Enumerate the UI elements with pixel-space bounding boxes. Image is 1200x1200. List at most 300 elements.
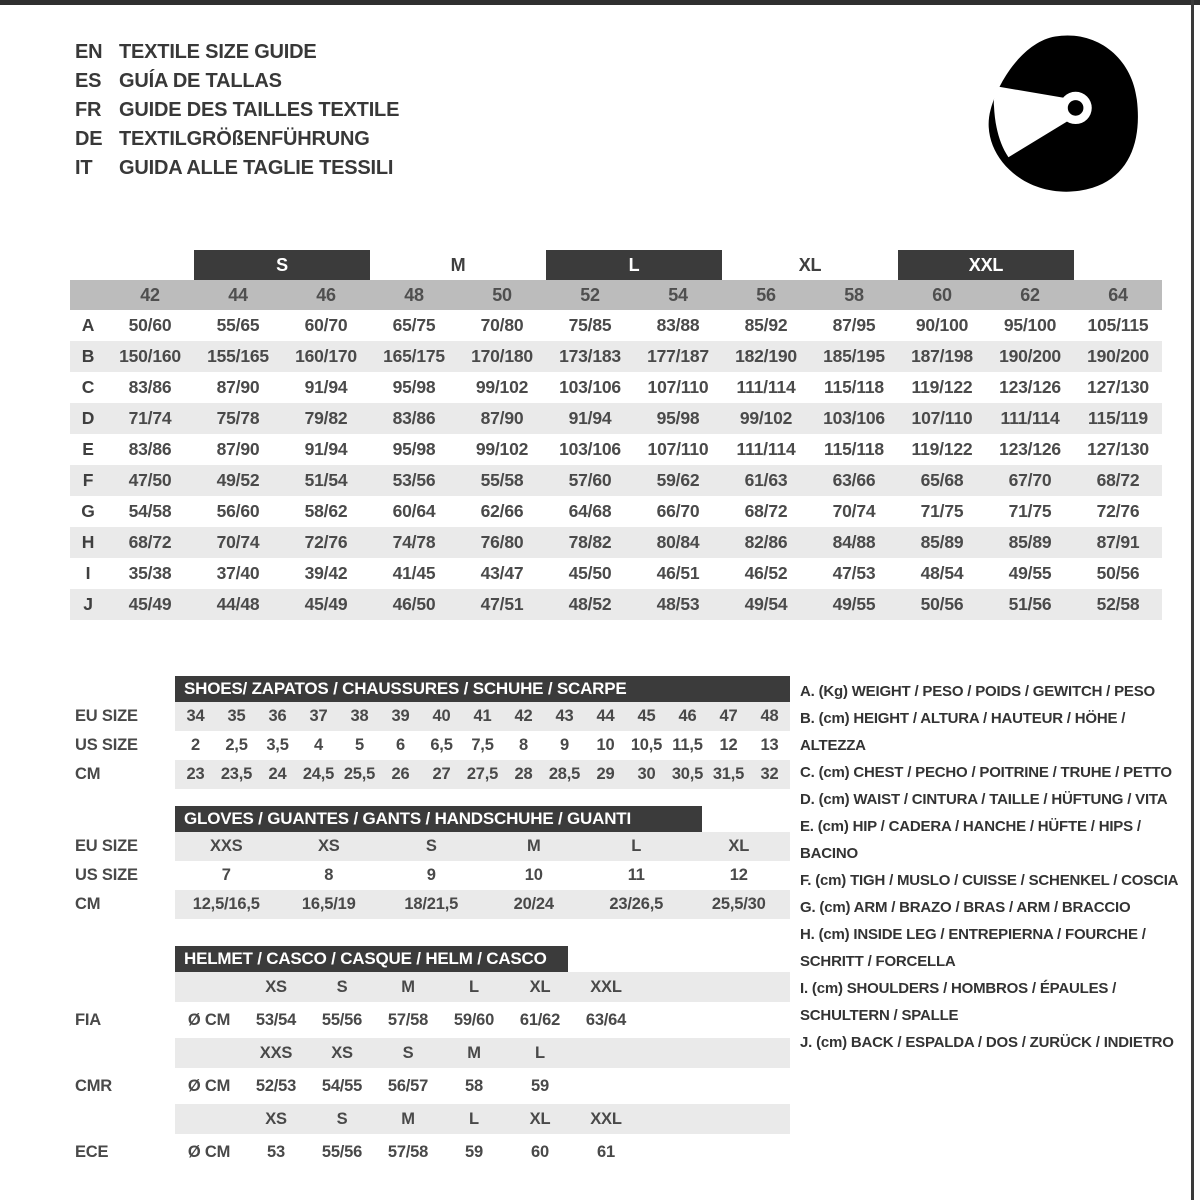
size-value: 48 <box>749 702 790 731</box>
size-value: 27 <box>421 760 462 789</box>
row-filler <box>639 972 790 1002</box>
measure-value: 103/106 <box>559 439 621 459</box>
corner-cell <box>70 280 106 310</box>
measure-value: 87/90 <box>216 377 260 397</box>
measure-value: 61/63 <box>722 465 810 496</box>
shoes-table-row-eu-size <box>70 702 790 731</box>
size-value: 29 <box>585 760 626 789</box>
size-value: 30,5 <box>667 760 708 789</box>
size-value: 12 <box>719 736 738 754</box>
helmet-size: XS <box>309 1038 375 1068</box>
size-band-m: M <box>370 250 546 280</box>
helmet-value: 61/62 <box>519 1010 561 1029</box>
row-letter: A <box>81 315 95 335</box>
measure-value: 45/49 <box>106 589 194 620</box>
size-value: 24 <box>257 760 298 789</box>
helmet-value-row-ece <box>70 1134 790 1170</box>
measure-value: 50/56 <box>898 589 986 620</box>
measure-value: 103/106 <box>810 403 898 434</box>
size-value: 34 <box>175 702 216 731</box>
measure-value: 41/45 <box>392 563 436 583</box>
measure-value: 123/126 <box>999 439 1061 459</box>
size-number: 54 <box>634 280 722 310</box>
size-value: 11,5 <box>672 736 703 754</box>
size-number: 60 <box>898 280 986 310</box>
language-row-it <box>75 154 399 183</box>
measure-value: 87/95 <box>832 315 876 335</box>
gloves-table-row-cm <box>70 890 790 919</box>
size-value: 18/21,5 <box>380 890 483 919</box>
legend-item-j: J. (cm) BACK / ESPALDA / DOS / ZURÜCK / INDIETRO <box>800 1034 1174 1051</box>
size-value: 41 <box>462 702 503 731</box>
size-value: 20/24 <box>483 890 586 919</box>
size-value: 10 <box>524 866 543 884</box>
language-code: DE <box>75 128 103 150</box>
helmet-size: XS <box>243 972 309 1002</box>
size-band-xl: XL <box>722 250 898 280</box>
measure-value: 57/60 <box>546 465 634 496</box>
helmet-value-row-fia <box>70 1002 790 1038</box>
measure-value: 119/122 <box>911 439 973 459</box>
size-value: 37 <box>298 702 339 731</box>
helmet-value: 59 <box>531 1076 549 1095</box>
size-band-empty <box>1074 250 1162 280</box>
shoes-table-row-cm <box>70 760 790 789</box>
size-value: XS <box>278 832 381 861</box>
helmet-value <box>573 1068 639 1104</box>
measure-value: 35/38 <box>128 563 172 583</box>
measure-value: 45/49 <box>282 589 370 620</box>
size-value: 9 <box>426 866 436 884</box>
measure-value: 47/50 <box>106 465 194 496</box>
size-number: 58 <box>810 280 898 310</box>
row-letter: F <box>70 465 106 496</box>
measure-value: 44/48 <box>194 589 282 620</box>
measure-value: 54/58 <box>128 501 172 521</box>
measure-value: 52/58 <box>1074 589 1162 620</box>
size-number-row <box>70 280 1162 310</box>
helmet-value: 60 <box>531 1142 549 1161</box>
size-value: 12 <box>729 866 748 884</box>
standard-label: FIA <box>70 1002 175 1038</box>
measure-value: 150/160 <box>106 341 194 372</box>
measure-value: 182/190 <box>722 341 810 372</box>
measure-value: 107/110 <box>647 439 709 459</box>
measure-value: 165/175 <box>370 341 458 372</box>
row-letter: D <box>70 403 106 434</box>
helmet-value: 52/53 <box>255 1076 297 1095</box>
measure-value: 47/53 <box>832 563 876 583</box>
measure-value: 190/200 <box>986 341 1074 372</box>
helmet-value-row-cmr <box>70 1068 790 1104</box>
row-label: US SIZE <box>70 861 175 890</box>
measure-value: 65/68 <box>898 465 986 496</box>
size-number: 48 <box>370 280 458 310</box>
gloves-section-header: GLOVES / GUANTES / GANTS / HANDSCHUHE / GUANTI <box>175 806 702 832</box>
language-row-de <box>75 125 399 154</box>
unit-label: Ø CM <box>187 1142 231 1161</box>
measure-value: 71/75 <box>1008 501 1052 521</box>
helmet-size: XXL <box>573 1104 639 1134</box>
measure-value: 185/195 <box>810 341 898 372</box>
row-filler <box>639 1104 790 1134</box>
shoes-table <box>70 702 790 789</box>
measure-value: 99/102 <box>475 439 529 459</box>
size-value: 27,5 <box>462 760 503 789</box>
measure-value: 87/90 <box>216 439 260 459</box>
size-value: 26 <box>380 760 421 789</box>
row-letter: J <box>70 589 106 620</box>
guide-title: GUIDE DES TAILLES TEXTILE <box>119 99 400 121</box>
size-value: 10 <box>596 736 615 754</box>
legend-item-h: H. (cm) INSIDE LEG / ENTREPIERNA / FOURCHE / SCHRITT / FORCELLA <box>800 926 1146 970</box>
helmet-size-row-ece <box>70 1104 790 1134</box>
measure-value: 76/80 <box>458 527 546 558</box>
measure-value: 107/110 <box>898 403 986 434</box>
unit-label: Ø CM <box>187 1010 231 1029</box>
measure-value: 72/76 <box>1096 501 1140 521</box>
unit-label: Ø CM <box>187 1076 231 1095</box>
size-value: 10,5 <box>630 736 663 754</box>
shoes-table-row-us-size <box>70 731 790 760</box>
measure-value: 68/72 <box>106 527 194 558</box>
row-letter: G <box>81 501 95 521</box>
row-filler <box>639 1038 790 1068</box>
measure-value: 48/53 <box>634 589 722 620</box>
helmet-value: 53/54 <box>255 1010 297 1029</box>
size-number: 42 <box>106 280 194 310</box>
size-value: 25,5 <box>339 760 380 789</box>
measure-value: 79/82 <box>282 403 370 434</box>
size-value: 13 <box>760 736 779 754</box>
helmet-size: XXL <box>573 972 639 1002</box>
measure-value: 119/122 <box>911 377 973 397</box>
measure-value: 60/64 <box>392 501 436 521</box>
row-filler <box>639 1068 790 1104</box>
measure-value: 65/75 <box>392 315 436 335</box>
size-value: 46 <box>667 702 708 731</box>
helmet-size: L <box>507 1038 573 1068</box>
measure-value: 70/80 <box>480 315 524 335</box>
legend-item-c: C. (cm) CHEST / PECHO / POITRINE / TRUHE / PETTO <box>800 764 1172 781</box>
measure-value: 66/70 <box>656 501 700 521</box>
measure-value: 91/94 <box>546 403 634 434</box>
helmet-size: XS <box>243 1104 309 1134</box>
measure-value: 127/130 <box>1087 377 1149 397</box>
row-letter: I <box>85 563 91 583</box>
helmet-size-row-cmr <box>70 1038 790 1068</box>
gloves-table-row-us-size <box>70 861 790 890</box>
helmet-size: S <box>309 972 375 1002</box>
legend-item-e: E. (cm) HIP / CADERA / HANCHE / HÜFTE / HIPS / BACINO <box>800 818 1141 862</box>
measure-value: 155/165 <box>194 341 282 372</box>
helmet-value: 59 <box>465 1142 483 1161</box>
size-value: M <box>483 832 586 861</box>
measure-value: 62/66 <box>480 501 524 521</box>
measure-value: 95/98 <box>392 439 436 459</box>
size-value: XL <box>688 832 791 861</box>
helmet-value: 58 <box>465 1076 483 1095</box>
legend-item-g: G. (cm) ARM / BRAZO / BRAS / ARM / BRACCIO <box>800 899 1131 916</box>
size-value: 25,5/30 <box>688 890 791 919</box>
size-value: 16,5/19 <box>278 890 381 919</box>
helmet-size-row-fia <box>70 972 790 1002</box>
measure-value: 51/54 <box>282 465 370 496</box>
measure-value: 91/94 <box>304 439 348 459</box>
size-value: 30 <box>626 760 667 789</box>
measure-value: 75/85 <box>568 315 612 335</box>
measure-value: 63/66 <box>810 465 898 496</box>
size-value: 2,5 <box>225 736 248 754</box>
measure-value: 48/52 <box>546 589 634 620</box>
measure-value: 50/60 <box>128 315 172 335</box>
size-value: L <box>585 832 688 861</box>
measure-value: 46/50 <box>370 589 458 620</box>
measure-value: 83/88 <box>656 315 700 335</box>
legend-item-b: B. (cm) HEIGHT / ALTURA / HAUTEUR / HÖHE / ALTEZZA <box>800 710 1126 754</box>
size-number: 44 <box>194 280 282 310</box>
measure-value: 39/42 <box>304 563 348 583</box>
helmet-value: 55/56 <box>321 1010 363 1029</box>
size-number: 52 <box>546 280 634 310</box>
measure-value: 71/74 <box>106 403 194 434</box>
helmet-value: 63/64 <box>585 1010 627 1029</box>
row-filler <box>639 1002 790 1038</box>
measure-value: 115/119 <box>1074 403 1162 434</box>
helmet-value: 59/60 <box>453 1010 495 1029</box>
size-value: 6,5 <box>430 736 453 754</box>
size-value: 38 <box>339 702 380 731</box>
measure-row-h <box>70 527 1162 558</box>
measure-value: 48/54 <box>920 563 964 583</box>
size-value: 23,5 <box>216 760 257 789</box>
row-letter: E <box>82 439 94 459</box>
legend-item-d: D. (cm) WAIST / CINTURA / TAILLE / HÜFTUNG / VITA <box>800 791 1168 808</box>
measure-value: 111/114 <box>736 377 796 397</box>
language-title-list <box>75 38 399 183</box>
measure-value: 85/89 <box>898 527 986 558</box>
measure-value: 71/75 <box>920 501 964 521</box>
measure-row-c <box>70 372 1162 403</box>
measurement-legend <box>800 678 1192 1056</box>
size-band-s: S <box>194 250 370 280</box>
size-number: 64 <box>1074 280 1162 310</box>
row-label: US SIZE <box>70 731 175 760</box>
measure-value: 49/52 <box>194 465 282 496</box>
measure-value: 123/126 <box>999 377 1061 397</box>
measure-value: 95/98 <box>634 403 722 434</box>
size-value: 47 <box>708 702 749 731</box>
guide-title: GUÍA DE TALLAS <box>119 70 282 92</box>
legend-item-i: I. (cm) SHOULDERS / HOMBROS / ÉPAULES / SCHULTERN / SPALLE <box>800 980 1117 1024</box>
language-code: EN <box>75 41 103 63</box>
helmet-size: M <box>375 1104 441 1134</box>
size-value: 23/26,5 <box>585 890 688 919</box>
helmet-size: XL <box>507 1104 573 1134</box>
language-row-fr <box>75 96 399 125</box>
measure-value: 58/62 <box>304 501 348 521</box>
measure-value: 70/74 <box>832 501 876 521</box>
language-row-es <box>75 67 399 96</box>
measure-value: 91/94 <box>304 377 348 397</box>
size-value: 43 <box>544 702 585 731</box>
measure-value: 95/100 <box>1003 315 1057 335</box>
measure-value: 83/86 <box>128 439 172 459</box>
size-value: 4 <box>314 736 323 754</box>
size-value: 7 <box>221 866 231 884</box>
measure-row-f <box>70 465 1162 496</box>
measure-value: 74/78 <box>370 527 458 558</box>
row-letter: B <box>70 341 106 372</box>
size-value: 36 <box>257 702 298 731</box>
measure-value: 51/56 <box>986 589 1074 620</box>
size-band-xxl: XXL <box>898 250 1074 280</box>
row-label: EU SIZE <box>70 832 175 861</box>
measure-value: 80/84 <box>634 527 722 558</box>
measure-value: 170/180 <box>458 341 546 372</box>
helmet-size: S <box>309 1104 375 1134</box>
helmet-size: XXS <box>243 1038 309 1068</box>
outer-spacer <box>70 1104 175 1134</box>
language-code: FR <box>75 99 102 121</box>
size-value: 40 <box>421 702 462 731</box>
measure-value: 111/114 <box>736 439 796 459</box>
measure-row-j <box>70 589 1162 620</box>
helmet-size: XL <box>507 972 573 1002</box>
standard-label: ECE <box>70 1134 175 1170</box>
measure-value: 85/92 <box>744 315 788 335</box>
measure-value: 67/70 <box>986 465 1074 496</box>
measure-value: 56/60 <box>216 501 260 521</box>
main-size-table <box>70 250 1162 620</box>
language-row-en <box>75 38 399 67</box>
measure-value: 55/65 <box>216 315 260 335</box>
measure-value: 75/78 <box>194 403 282 434</box>
helmet-value: 57/58 <box>387 1010 429 1029</box>
helmet-value: 61 <box>597 1142 615 1161</box>
measure-value: 160/170 <box>282 341 370 372</box>
helmet-size: M <box>375 972 441 1002</box>
measure-row-e <box>70 434 1162 465</box>
size-value: 9 <box>560 736 569 754</box>
row-letter: C <box>81 377 95 397</box>
measure-value: 46/51 <box>656 563 700 583</box>
measure-value: 70/74 <box>194 527 282 558</box>
size-band-row <box>70 250 1162 280</box>
helmet-table <box>70 972 790 1170</box>
row-label: EU SIZE <box>70 702 175 731</box>
size-value: 7,5 <box>471 736 494 754</box>
measure-row-b <box>70 341 1162 372</box>
gloves-table-row-eu-size <box>70 832 790 861</box>
scan-top-edge <box>0 0 1200 5</box>
measure-value: 187/198 <box>898 341 986 372</box>
unit-spacer <box>175 972 243 1002</box>
measure-value: 78/82 <box>546 527 634 558</box>
row-letter: H <box>70 527 106 558</box>
measure-value: 49/55 <box>810 589 898 620</box>
size-value: 23 <box>175 760 216 789</box>
measure-value: 105/115 <box>1087 315 1149 335</box>
measure-value: 68/72 <box>1074 465 1162 496</box>
size-value: 8 <box>519 736 528 754</box>
helmet-size <box>573 1038 639 1068</box>
helmet-size: L <box>441 972 507 1002</box>
measure-value: 115/118 <box>824 439 884 459</box>
measure-value: 99/102 <box>475 377 529 397</box>
size-number: 46 <box>282 280 370 310</box>
size-value: 32 <box>749 760 790 789</box>
size-number: 56 <box>722 280 810 310</box>
outer-spacer <box>70 1038 175 1068</box>
size-band-empty <box>106 250 194 280</box>
helmet-icon <box>976 28 1148 198</box>
measure-value: 87/91 <box>1074 527 1162 558</box>
measure-value: 64/68 <box>568 501 612 521</box>
helmet-value: 53 <box>267 1142 285 1161</box>
measure-row-d <box>70 403 1162 434</box>
measure-value: 49/55 <box>1008 563 1052 583</box>
size-value: S <box>380 832 483 861</box>
size-value: 8 <box>324 866 334 884</box>
helmet-value: 56/57 <box>387 1076 429 1095</box>
measure-value: 68/72 <box>744 501 788 521</box>
measure-value: 60/70 <box>304 315 348 335</box>
helmet-size: M <box>441 1038 507 1068</box>
measure-value: 45/50 <box>568 563 612 583</box>
measure-value: 87/90 <box>458 403 546 434</box>
measure-value: 43/47 <box>480 563 524 583</box>
size-value: 24,5 <box>298 760 339 789</box>
size-number: 62 <box>986 280 1074 310</box>
size-value: 3,5 <box>266 736 289 754</box>
measure-value: 82/86 <box>722 527 810 558</box>
shoes-section-header: SHOES/ ZAPATOS / CHAUSSURES / SCHUHE / SCARPE <box>175 676 790 702</box>
size-value: 6 <box>396 736 405 754</box>
measure-row-g <box>70 496 1162 527</box>
size-value: 11 <box>627 866 645 884</box>
row-label: CM <box>70 760 175 789</box>
size-value: 42 <box>503 702 544 731</box>
measure-value: 95/98 <box>392 377 436 397</box>
measure-value: 84/88 <box>810 527 898 558</box>
measure-value: 47/51 <box>458 589 546 620</box>
measure-value: 99/102 <box>722 403 810 434</box>
measure-value: 37/40 <box>216 563 260 583</box>
measure-value: 83/86 <box>370 403 458 434</box>
measure-value: 90/100 <box>915 315 969 335</box>
size-number: 50 <box>458 280 546 310</box>
measure-value: 46/52 <box>744 563 788 583</box>
standard-label: CMR <box>70 1068 175 1104</box>
guide-title: TEXTILGRÖßENFÜHRUNG <box>119 128 370 150</box>
size-value: 28,5 <box>544 760 585 789</box>
helmet-size: S <box>375 1038 441 1068</box>
measure-value: 107/110 <box>647 377 709 397</box>
unit-spacer <box>175 1038 243 1068</box>
size-value: 12,5/16,5 <box>175 890 278 919</box>
size-band-l: L <box>546 250 722 280</box>
measure-value: 55/58 <box>458 465 546 496</box>
measure-value: 72/76 <box>282 527 370 558</box>
guide-title: TEXTILE SIZE GUIDE <box>119 41 317 63</box>
helmet-section-header: HELMET / CASCO / CASQUE / HELM / CASCO <box>175 946 568 972</box>
language-code: IT <box>75 157 93 179</box>
measure-value: 115/118 <box>824 377 884 397</box>
measure-row-i <box>70 558 1162 589</box>
helmet-value: 54/55 <box>321 1076 363 1095</box>
size-value: 35 <box>216 702 257 731</box>
